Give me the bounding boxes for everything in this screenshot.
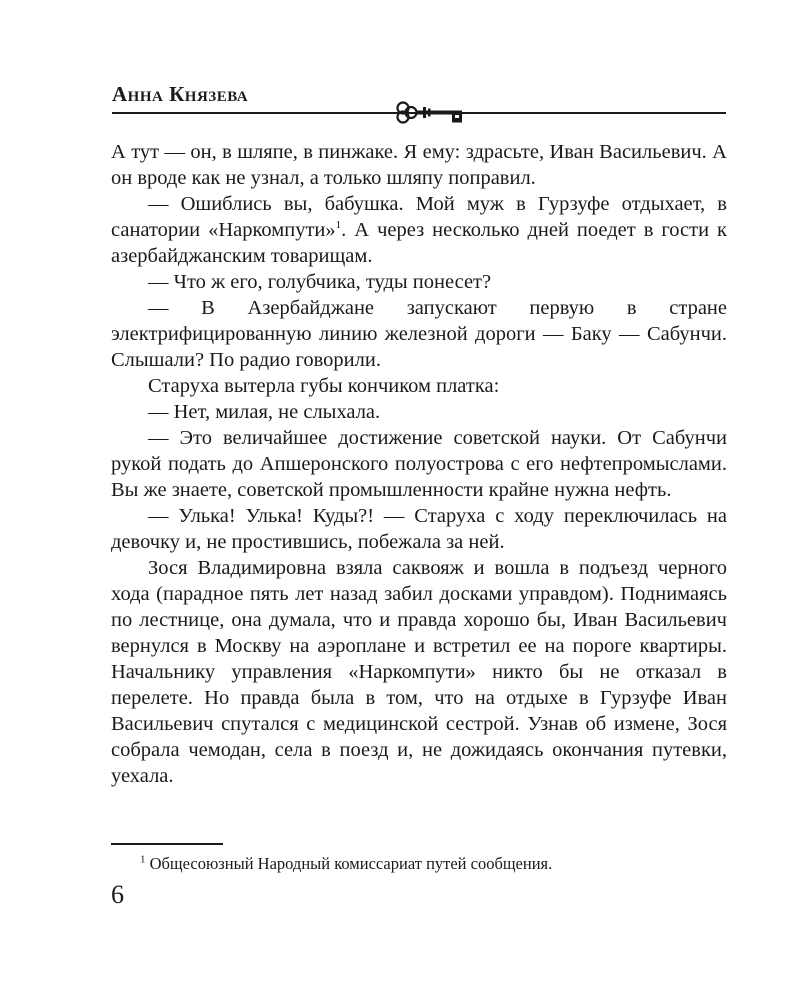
footnote-marker: 1 [140, 853, 146, 866]
running-header-author: Анна Князева [112, 82, 249, 106]
paragraph-7: — Это величайшее достижение советской науки. От Сабунчи рукой подать до Апшеронского полуострова с его нефтепромыслами. Вы же знаете, советской промышленности крайне нужна нефть. [111, 427, 727, 501]
page-number: 6 [111, 880, 124, 909]
paragraph-9: Зося Владимировна взяла саквояж и вошла в подъезд черного хода (парадное пять лет назад забил досками управдом). Поднимаясь по лестнице, она думала, что и правда хорошо бы, Иван Васильевич вернулся в Москву на аэроплане и встретил ее на пороге квартиры. Начальнику управления «Наркомпути» никто бы не отказал в перелете. Но правда была в том, что на отдыхе в Гурзуфе Иван Васильевич спутался с медицинской сестрой. Узнав об измене, Зося собрала чемодан, села в поезд и, не дожидаясь окончания путевки, уехала. [111, 557, 727, 787]
paragraph-3: — Что ж его, голубчика, туды понесет? [148, 271, 492, 293]
paragraph-4: — В Азербайджане запускают первую в стране электрифицированную линию железной дороги — Баку — Сабунчи. Слышали? По радио говорили. [111, 297, 727, 371]
paragraph-1: А тут — он, в шляпе, в пинжаке. Я ему: здрасьте, Иван Васильевич. А он вроде как не узнал, а только шляпу поправил. [111, 141, 727, 189]
footnote-rule [111, 843, 223, 845]
footnote-reference[interactable]: 1 [335, 219, 342, 232]
paragraph-5: Старуха вытерла губы кончиком платка: [148, 375, 500, 397]
footnote [140, 853, 552, 875]
header-rule [112, 112, 726, 114]
footnote-text: Общесоюзный Народный комиссариат путей сообщения. [149, 854, 553, 873]
paragraph-2: — Ошиблись вы, бабушка. Мой муж в Гурзуфе отдыхает, в санатории «Наркомпути»$^1$. А через несколько дней поедет в гости к азербайджанским товарищам. [111, 193, 728, 267]
paragraph-6: — Нет, милая, не слыхала. [148, 401, 381, 423]
body-text [111, 139, 727, 789]
paragraph-8: — Улька! Улька! Куды?! — Старуха с ходу переключилась на девочку и, не простившись, побежала за ней. [111, 505, 727, 553]
